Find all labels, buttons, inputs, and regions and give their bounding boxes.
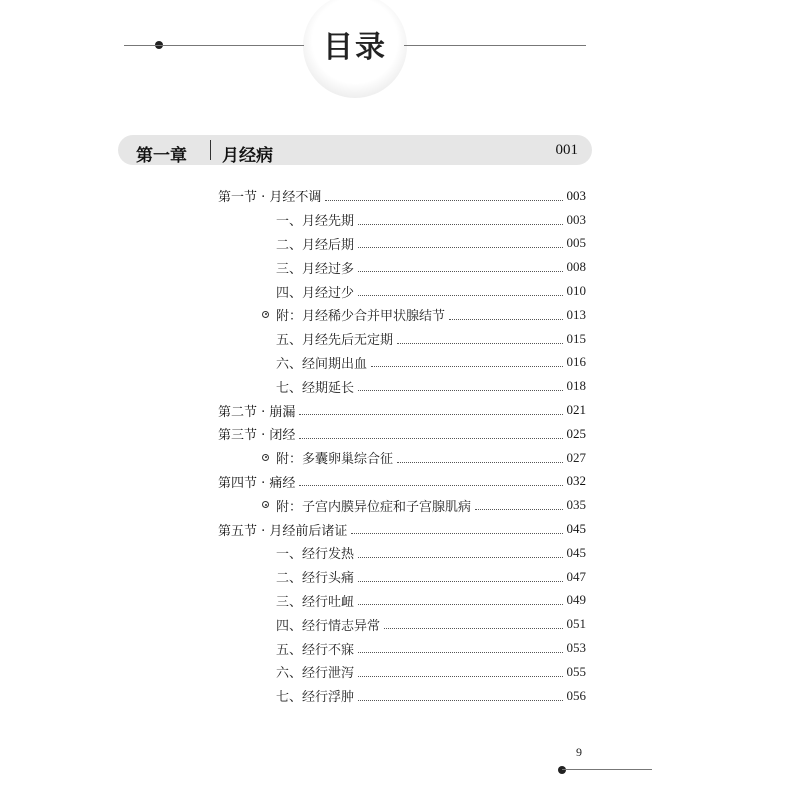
dot-leader bbox=[449, 318, 562, 320]
bullet-circle-icon bbox=[262, 501, 269, 508]
toc-entry-page: 025 bbox=[566, 425, 586, 441]
chapter-divider bbox=[210, 140, 211, 160]
toc-item-entry[interactable] bbox=[218, 446, 586, 470]
toc-entry-label: 三、月经过多 bbox=[276, 261, 355, 277]
chapter-title: 月经病 bbox=[222, 146, 273, 166]
toc-entry-page: 018 bbox=[566, 378, 586, 394]
toc-section-entry[interactable] bbox=[218, 517, 586, 541]
toc-entry-page: 027 bbox=[566, 449, 586, 465]
dot-leader bbox=[358, 580, 562, 582]
page-title: 目录 bbox=[323, 30, 387, 65]
toc-entry-label: 一、经行发热 bbox=[276, 547, 355, 563]
toc-entry-label: 四、月经过少 bbox=[276, 285, 355, 301]
toc-entry-label: 附：子宫内膜异位症和子宫腺肌病 bbox=[276, 499, 472, 515]
toc-entry-page: 008 bbox=[566, 259, 586, 275]
toc-entry-page: 015 bbox=[566, 330, 586, 346]
toc-entry-page: 045 bbox=[566, 521, 586, 537]
toc-entry-label: 四、经行情志异常 bbox=[276, 618, 381, 634]
dot-leader bbox=[358, 389, 562, 391]
chapter-heading[interactable] bbox=[118, 135, 592, 165]
toc-entry-label: 七、经行浮肿 bbox=[276, 690, 355, 706]
toc-entry-page: 035 bbox=[566, 497, 586, 513]
dot-leader bbox=[475, 508, 562, 510]
footer-rule bbox=[562, 769, 652, 770]
dot-leader bbox=[384, 627, 562, 629]
toc-entry-label: 二、经行头痛 bbox=[276, 571, 355, 587]
dot-leader bbox=[351, 532, 562, 534]
toc-entry-page: 055 bbox=[566, 663, 586, 679]
toc-entry-page: 047 bbox=[566, 568, 586, 584]
toc-item-entry[interactable] bbox=[218, 589, 586, 613]
toc-item-entry[interactable] bbox=[218, 374, 586, 398]
toc-entry-label: 第一节 · 月经不调 bbox=[218, 190, 322, 206]
dot-leader bbox=[371, 365, 562, 367]
toc-item-entry[interactable] bbox=[218, 660, 586, 684]
toc-section-entry[interactable] bbox=[218, 184, 586, 208]
left-rule bbox=[124, 45, 304, 46]
toc-entry-label: 七、经期延长 bbox=[276, 380, 355, 396]
dot-leader bbox=[358, 270, 562, 272]
toc-entry-label: 三、经行吐衄 bbox=[276, 594, 355, 610]
toc-item-entry[interactable] bbox=[218, 327, 586, 351]
toc-item-entry[interactable] bbox=[218, 255, 586, 279]
toc-entry-page: 053 bbox=[566, 640, 586, 656]
toc-entry-label: 第二节 · 崩漏 bbox=[218, 404, 296, 420]
toc-item-entry[interactable] bbox=[218, 636, 586, 660]
toc-entry-label: 附：月经稀少合并甲状腺结节 bbox=[276, 309, 446, 325]
toc-entry-page: 003 bbox=[566, 187, 586, 203]
toc-item-entry[interactable] bbox=[218, 493, 586, 517]
toc-entry-label: 五、月经先后无定期 bbox=[276, 333, 394, 349]
chapter-page-number: 001 bbox=[555, 142, 578, 158]
toc-entry-label: 第五节 · 月经前后诸证 bbox=[218, 523, 348, 539]
toc-item-entry[interactable] bbox=[218, 684, 586, 708]
toc-entry-label: 附：多囊卵巢综合征 bbox=[276, 452, 394, 468]
toc-entry-page: 056 bbox=[566, 687, 586, 703]
toc-entry-page: 005 bbox=[566, 235, 586, 251]
toc-entry-page: 051 bbox=[566, 616, 586, 632]
dot-leader bbox=[358, 294, 562, 296]
toc-entry-page: 016 bbox=[566, 354, 586, 370]
toc-item-entry[interactable] bbox=[218, 541, 586, 565]
toc-entry-page: 021 bbox=[566, 402, 586, 418]
dot-leader bbox=[358, 603, 562, 605]
toc-item-entry[interactable] bbox=[218, 208, 586, 232]
dot-leader bbox=[358, 699, 562, 701]
dot-leader bbox=[299, 413, 562, 415]
page-number: 9 bbox=[576, 745, 582, 759]
toc-entry-page: 049 bbox=[566, 592, 586, 608]
chapter-number: 第一章 bbox=[136, 146, 187, 166]
right-rule bbox=[404, 45, 586, 46]
toc-entry-page: 045 bbox=[566, 544, 586, 560]
dot-leader bbox=[397, 342, 562, 344]
dot-leader bbox=[358, 675, 562, 677]
footer-dot-ornament bbox=[558, 766, 566, 774]
dot-leader bbox=[325, 199, 562, 201]
toc-entry-page: 010 bbox=[566, 283, 586, 299]
toc-entry-label: 第四节 · 痛经 bbox=[218, 475, 296, 491]
dot-leader bbox=[358, 651, 562, 653]
toc-item-entry[interactable] bbox=[218, 351, 586, 375]
toc-entry-page: 013 bbox=[566, 306, 586, 322]
toc-item-entry[interactable] bbox=[218, 612, 586, 636]
toc-entry-label: 六、经间期出血 bbox=[276, 356, 368, 372]
bullet-circle-icon bbox=[262, 311, 269, 318]
toc-entry-page: 032 bbox=[566, 473, 586, 489]
toc-item-entry[interactable] bbox=[218, 565, 586, 589]
toc-section-entry[interactable] bbox=[218, 422, 586, 446]
toc-entry-label: 第三节 · 闭经 bbox=[218, 428, 296, 444]
bullet-circle-icon bbox=[262, 454, 269, 461]
toc-item-entry[interactable] bbox=[218, 303, 586, 327]
dot-leader bbox=[358, 556, 562, 558]
toc-entry-label: 五、经行不寐 bbox=[276, 642, 355, 658]
toc-entry-page: 003 bbox=[566, 211, 586, 227]
toc-item-entry[interactable] bbox=[218, 232, 586, 256]
dot-leader bbox=[358, 246, 562, 248]
toc-entry-label: 一、月经先期 bbox=[276, 214, 355, 230]
dot-leader bbox=[299, 437, 562, 439]
dot-leader bbox=[397, 461, 562, 463]
dot-leader bbox=[358, 223, 562, 225]
dot-leader bbox=[299, 484, 562, 486]
toc-entry-label: 六、经行泄泻 bbox=[276, 666, 355, 682]
toc-item-entry[interactable] bbox=[218, 279, 586, 303]
toc-section-entry[interactable] bbox=[218, 398, 586, 422]
toc-section-entry[interactable] bbox=[218, 470, 586, 494]
toc-entry-label: 二、月经后期 bbox=[276, 237, 355, 253]
table-of-contents bbox=[218, 184, 586, 708]
